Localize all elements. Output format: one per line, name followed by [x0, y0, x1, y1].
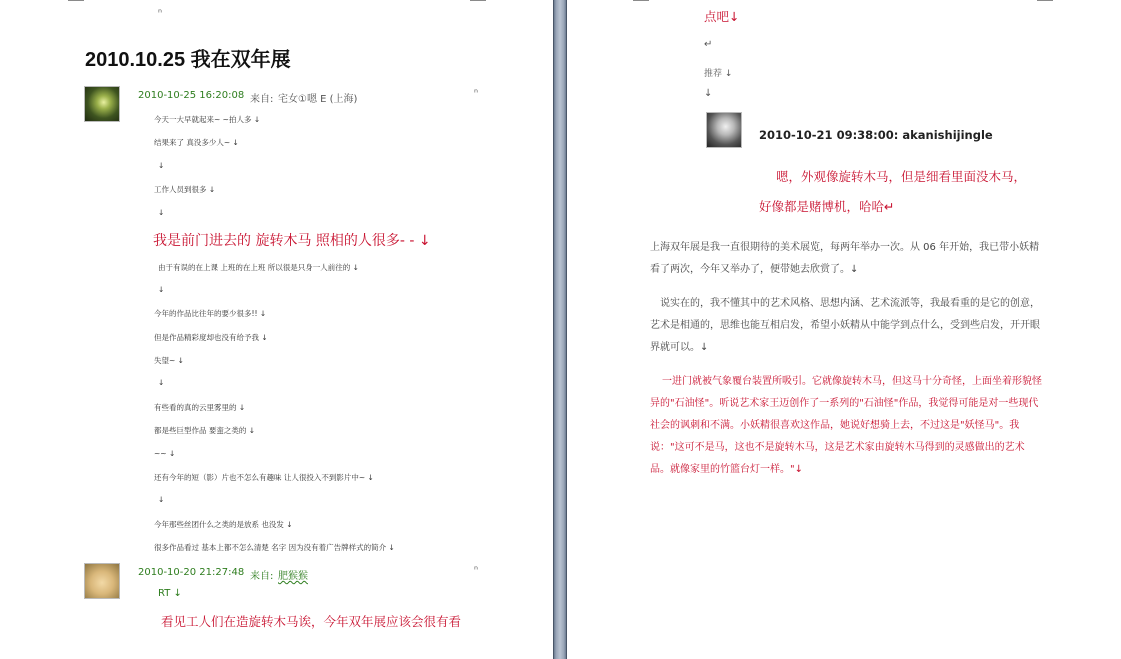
comment-line: ↓ — [158, 161, 165, 170]
comment-author: 宅女①嗯 E (上海) — [278, 94, 358, 105]
comment-highlight: 嗯，外观像旋转木马，但是细看里面没木马， — [776, 169, 1027, 184]
left-document-page — [0, 0, 553, 659]
avatar — [706, 112, 742, 148]
comment-line: 结果来了 真没多少人~ ↓ — [154, 138, 239, 147]
comment-line: ↓ — [158, 378, 165, 387]
comment-highlight: 好像都是赌博机，哈哈↵ — [759, 199, 895, 214]
comment-line: 都是些巨型作品 要蛮之类的 ↓ — [154, 426, 256, 435]
comment-line: 失望~ ↓ — [154, 356, 184, 365]
crop-mark — [1037, 0, 1053, 1]
comment-line: 很多作品看过 基本上都不怎么清楚 名字 因为没有着广告牌样式的简介 ↓ — [154, 543, 395, 552]
avatar — [84, 563, 120, 599]
right-document-page — [567, 0, 1121, 659]
comment-line: ↓ — [158, 495, 165, 504]
document-title: 2010.10.25 我在双年展 — [85, 49, 291, 71]
comment-line: 由于有误的在上课 上班的在上班 所以很是只身一人前往的 ↓ — [158, 263, 359, 272]
comment-date: 2010-10-25 16:20:08 — [138, 90, 245, 101]
comment-author: 肥猴猴 — [278, 571, 308, 582]
cell-mark: ⁿ — [474, 565, 478, 576]
paragraph-mark: ↵ — [704, 39, 713, 50]
paragraph-mark: ↓ — [704, 88, 713, 99]
paragraph-mark: ⁿ — [158, 8, 162, 19]
comment-line: 有些看的真的云里雾里的 ↓ — [154, 403, 246, 412]
continued-line: 点吧↓ — [704, 9, 740, 24]
comment-rt: RT ↓ — [158, 588, 182, 599]
comment-line: 今年的作品比往年的要少很多!! ↓ — [154, 309, 267, 318]
comment-line: ↓ — [158, 285, 165, 294]
comment-date: 2010-10-20 21:27:48 — [138, 567, 245, 578]
comment-line: 但是作品精彩度却也没有给予我 ↓ — [154, 333, 268, 342]
comment-line: 工作人员到很多 ↓ — [154, 185, 216, 194]
crop-mark — [633, 0, 649, 1]
comment-line: 还有今年的短（影）片也不怎么有趣味 让人很投入不到影片中~ ↓ — [154, 473, 374, 482]
comment-highlight: 看见工人们在造旋转木马诶，今年双年展应该会很有看 — [161, 614, 462, 629]
comment-header: 2010-10-21 09:38:00: akanishijingle — [759, 128, 993, 142]
cell-mark: ⁿ — [474, 88, 478, 99]
body-paragraph: 说实在的，我不懂其中的艺术风格、思想内涵、艺术流派等，我最看重的是它的创意，艺术是相通的，思维也能互相启发，希望小妖精从中能学到点什么，受到些启发，开开眼界就可以。↓ — [650, 298, 1040, 353]
comment-line: 今天一大早就起来~ ~拍人多 ↓ — [154, 115, 261, 124]
comment-from-label: 来自: — [250, 94, 274, 105]
crop-mark — [470, 0, 486, 1]
recommend-label: 推荐 ↓ — [704, 69, 733, 79]
comment-highlight: 我是前门进去的 旋转木马 照相的人很多- - ↓ — [153, 233, 431, 249]
comment-line: ↓ — [158, 208, 165, 217]
avatar — [84, 86, 120, 122]
body-paragraph: 上海双年展是我一直很期待的美术展览，每两年举办一次。从 06 年开始，我已带小妖精看了两次，今年又举办了，便带她去欣赏了。↓ — [650, 242, 1040, 275]
crop-mark — [68, 0, 84, 1]
comment-from-label: 来自: — [250, 571, 274, 582]
page-gutter — [553, 0, 567, 659]
comment-line: 今年那些丝团什么之类的是放系 也没发 ↓ — [154, 520, 293, 529]
comment-line: ~~ ↓ — [154, 449, 176, 458]
body-paragraph-red: 一进门就被气象覆台装置所吸引。它就像旋转木马，但这马十分奇怪，上面坐着形貌怪异的"石油怪"。听说艺术家王迈创作了一系列的"石油怪"作品，我觉得可能是对一些现代社会的讽刺和不满。小妖精很喜欢这作品，她说好想骑上去，不过这是"妖怪马"。我说："这可不是马，这也不是旋转木马，这是艺术家由旋转木马得到的灵感做出的艺术品。就像家里的竹篮台灯一样。"↓ — [650, 376, 1042, 475]
